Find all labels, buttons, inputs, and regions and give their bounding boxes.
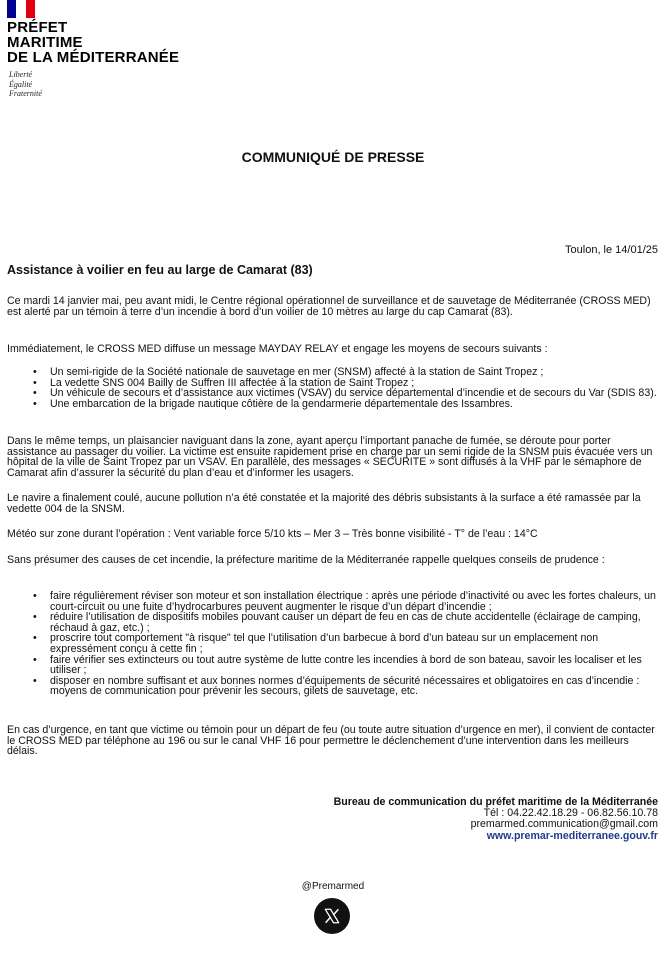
social-handle[interactable]: @Premarmed [301, 881, 365, 892]
institution-line: PRÉFET [7, 19, 68, 36]
paragraph-text: Dans le même temps, un plaisancier naviguant dans la zone, ayant aperçu l’important panache de fumée, se déroute pour porter assistance au passager du voilier. La victime est ensuite rapidement prise en charge par un semi rigide de la SNSM puis évacuée vers un hôpital de la ville de Saint Tropez par un VSAV. En parallèle, des messages « SECURITE » sont diffusés à la VHF par le sémaphore de Camarat afin d’assurer la sécurité du plan d’eau et d’informer les usagers. [7, 435, 653, 479]
institution-name [7, 20, 179, 65]
bureau-name: Bureau de communication du préfet maritime de la Méditerranée [333, 796, 658, 808]
paragraph-text: Météo sur zone durant l’opération : Vent variable force 5/10 kts – Mer 3 – Très bonne visibilité - T° de l’eau : 14°C [7, 528, 538, 540]
x-logo-icon[interactable] [314, 898, 350, 934]
paragraph-weather [7, 529, 657, 540]
paragraph-text: Ce mardi 14 janvier mai, peu avant midi, le Centre régional opérationnel de surveillance et de sauvetage de Méditerranée (CROSS MED) est alerté par un témoin à terre d’un incendie à bord d’un voilier de 10 mètres au large du cap Camarat (83). [7, 295, 651, 318]
paragraph-text: Sans présumer des causes de cet incendie, la préfecture maritime de la Méditerranée rappelle quelques conseils de prudence : [7, 554, 605, 566]
flag-red-stripe [26, 0, 35, 18]
list-item: • disposer en nombre suffisant et aux bonnes normes d’équipements de sécurité nécessaires et obligatoires en cas d’incendie : moyens de communication pour prévenir les secours, gilets de sauvetage, etc. [7, 676, 657, 697]
motto-line: Égalité [9, 79, 33, 89]
list-item: • réduire l’utilisation de dispositifs mobiles pouvant causer un départ de feu en cas de chute accidentelle (éclairage de camping, réchaud à gaz, etc.) ; [7, 612, 657, 633]
dateline: Toulon, le 14/01/25 [565, 244, 658, 256]
list-item: • faire vérifier ses extincteurs ou tout autre système de lutte contre les incendies à bord de son bateau, savoir les localiser et les utiliser ; [7, 655, 657, 676]
paragraph-mayday [7, 344, 657, 355]
press-release-title: COMMUNIQUÉ DE PRESSE [241, 149, 425, 165]
motto-line: Fraternité [9, 89, 42, 98]
list-item: • Une embarcation de la brigade nautique côtière de la gendarmerie départementale des Issambres. [7, 399, 657, 410]
email-link[interactable]: premarmed.communication@gmail.com [470, 818, 658, 831]
paragraph-rescue [7, 436, 657, 478]
institution-line: MARITIME [7, 34, 83, 51]
paragraph-outcome [7, 493, 657, 514]
advice-list [7, 591, 657, 697]
motto-line: Liberté [9, 70, 33, 79]
paragraph-text: Immédiatement, le CROSS MED diffuse un message MAYDAY RELAY et engage les moyens de secours suivants : [7, 343, 548, 355]
paragraph-prevention-intro [7, 555, 657, 566]
list-item: • faire régulièrement réviser son moteur et son installation électrique : après une période d’inactivité ou avec les fortes chaleurs, un court-circuit ou une fuite d’hydrocarbures peuvent augmenter le risque d’un départ d’incendie ; [7, 591, 657, 612]
phone-numbers: Tél : 04.22.42.18.29 - 06.82.56.10.78 [483, 807, 658, 820]
french-flag-icon [7, 0, 35, 18]
contact-block [334, 797, 658, 842]
list-item: • Un semi-rigide de la Société nationale de sauvetage en mer (SNSM) affecté à la station de Saint Tropez ; [7, 367, 657, 378]
paragraph-text: En cas d’urgence, en tant que victime ou témoin pour un départ de feu (ou toute autre situation d’urgence en mer), il convient de contacter le CROSS MED par téléphone au 196 ou sur le canal VHF 16 pour permettre le déclenchement d’une intervention dans les meilleurs délais. [7, 724, 655, 758]
institution-line: DE LA MÉDITERRANÉE [7, 49, 180, 66]
x-glyph-icon [323, 907, 341, 925]
website-link[interactable]: www.premar-mediterranee.gouv.fr [486, 829, 658, 842]
subject-heading: Assistance à voilier en feu au large de Camarat (83) [7, 263, 313, 277]
list-item: • Un véhicule de secours et d’assistance aux victimes (VSAV) du service départemental d’incendie et de secours du Var (SDIS 83). [7, 388, 657, 399]
republic-motto [9, 70, 42, 99]
paragraph-text: Le navire a finalement coulé, aucune pollution n’a été constatée et la majorité des débris subsistants à la surface a été ramassée par la vedette 004 de la SNSM. [7, 492, 641, 515]
means-list [7, 367, 657, 409]
paragraph-alert [7, 296, 657, 317]
list-item: • proscrire tout comportement "à risque" tel que l’utilisation d’un barbecue à bord d’un bateau sur un emplacement non expressément conçu à cette fin ; [7, 633, 657, 654]
paragraph-emergency [7, 725, 657, 757]
flag-blue-stripe [7, 0, 16, 18]
flag-white-stripe [16, 0, 25, 18]
list-item: • La vedette SNS 004 Bailly de Suffren III affectée à la station de Saint Tropez ; [7, 378, 657, 389]
